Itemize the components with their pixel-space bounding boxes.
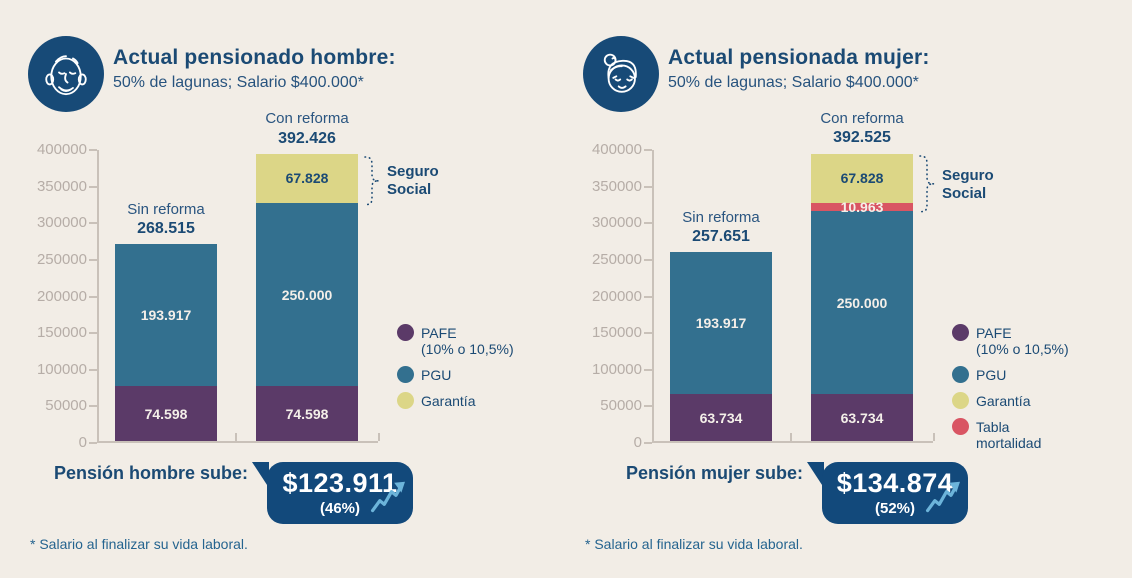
bar-segment-pafe-10-o-10-5 xyxy=(670,394,772,441)
legend-label: Garantía xyxy=(976,393,1031,410)
seguro-social-label: Seguro Social xyxy=(387,163,439,198)
legend-swatch xyxy=(952,366,969,383)
y-axis-tick-label: 150000 xyxy=(36,324,87,342)
legend-swatch xyxy=(952,418,969,435)
bar-segment-value: 10.963 xyxy=(840,199,884,216)
y-axis-tick xyxy=(644,369,652,371)
y-axis-tick-label: 250000 xyxy=(591,250,642,268)
panel-mujer xyxy=(555,0,1121,578)
footnote: * Salario al finalizar su vida laboral. xyxy=(585,536,803,552)
bar-top-label xyxy=(781,110,943,149)
legend xyxy=(397,325,514,409)
bar-category-label: Sin reforma xyxy=(127,200,205,218)
y-axis-tick xyxy=(89,186,97,188)
bar-category-label: Con reforma xyxy=(820,109,904,127)
y-axis-tick-label: 200000 xyxy=(36,287,87,305)
bar-segment-value: 250.000 xyxy=(836,294,888,311)
elderly-woman-icon xyxy=(583,36,659,112)
footnote: * Salario al finalizar su vida laboral. xyxy=(30,536,248,552)
legend-label: PGU xyxy=(421,367,452,384)
y-axis-tick xyxy=(644,405,652,407)
bar-segment-value: 63.734 xyxy=(699,409,743,426)
y-axis-tick xyxy=(644,259,652,261)
elderly-man-icon xyxy=(28,36,104,112)
bar-top-label xyxy=(226,110,388,149)
increase-badge xyxy=(822,462,968,524)
y-axis-tick-label: 100000 xyxy=(591,360,642,378)
bar-segment-tabla-mortalidad xyxy=(811,199,913,216)
y-axis-tick-label: 0 xyxy=(633,434,642,451)
panel-title: Actual pensionada mujer: xyxy=(668,46,930,69)
y-axis-tick-label: 0 xyxy=(78,434,87,451)
bar-total-value: 268.515 xyxy=(137,220,195,238)
increase-badge xyxy=(267,462,413,524)
y-axis-tick xyxy=(644,296,652,298)
increase-percent: (46%) xyxy=(319,499,360,517)
legend-item-tabla xyxy=(952,419,1069,451)
bar-segment-value: 193.917 xyxy=(140,307,192,324)
legend-item-pafe xyxy=(952,325,1069,357)
bar-category-label: Sin reforma xyxy=(682,208,760,226)
legend-label: PGU xyxy=(976,367,1007,384)
y-axis-tick xyxy=(89,149,97,151)
x-axis-tick xyxy=(378,433,380,441)
legend-item-pgu xyxy=(397,367,514,383)
y-axis-tick xyxy=(89,369,97,371)
y-axis-tick xyxy=(89,442,97,444)
bar-total-value: 392.426 xyxy=(278,129,336,147)
bar-segment-value: 67.828 xyxy=(840,170,884,187)
y-axis-tick-label: 200000 xyxy=(591,287,642,305)
increase-amount: $134.874 xyxy=(836,467,954,498)
bar-segment-pgu xyxy=(115,244,217,386)
legend-item-garant-a xyxy=(397,393,514,409)
y-axis-tick-label: 100000 xyxy=(36,360,87,378)
bar-segment-pgu xyxy=(670,252,772,394)
bar-segment-value: 193.917 xyxy=(695,315,747,332)
bar-top-label xyxy=(85,201,247,240)
y-axis-tick-label: 250000 xyxy=(36,250,87,268)
y-axis-tick-label: 300000 xyxy=(591,214,642,232)
bar-segment-pafe-10-o-10-5 xyxy=(256,386,358,441)
y-axis-tick xyxy=(89,259,97,261)
bar-segment-garant-a xyxy=(256,154,358,204)
seguro-social-brace xyxy=(918,155,936,215)
legend-swatch xyxy=(397,392,414,409)
y-axis-tick-label: 400000 xyxy=(591,141,642,158)
legend-label: PAFE (10% o 10,5%) xyxy=(421,325,514,358)
legend-item-pgu xyxy=(952,367,1069,383)
legend-swatch xyxy=(397,366,414,383)
panel-subtitle: 50% de lagunas; Salario $400.000* xyxy=(113,74,364,91)
bar-top-label xyxy=(640,209,802,248)
bar-segment-pgu xyxy=(256,203,358,386)
legend-item-pafe xyxy=(397,325,514,357)
y-axis-tick xyxy=(89,405,97,407)
panel-title: Actual pensionado hombre: xyxy=(113,46,396,69)
increase-percent: (52%) xyxy=(874,499,915,517)
legend xyxy=(952,325,1069,452)
y-axis-tick-label: 300000 xyxy=(36,214,87,232)
bar-segment-value: 250.000 xyxy=(281,286,333,303)
x-axis-tick xyxy=(933,433,935,441)
bar-total-value: 257.651 xyxy=(692,228,750,246)
increase-label: Pensión hombre sube: xyxy=(53,463,248,483)
increase-amount: $123.911 xyxy=(282,467,398,498)
y-axis-tick-label: 150000 xyxy=(591,324,642,342)
y-axis-tick xyxy=(89,296,97,298)
bar-segment-value: 74.598 xyxy=(144,405,188,422)
bar-segment-value: 63.734 xyxy=(840,409,884,426)
bar-category-label: Con reforma xyxy=(265,109,349,127)
y-axis-tick xyxy=(644,186,652,188)
y-axis-tick-label: 50000 xyxy=(600,397,642,415)
legend-swatch xyxy=(952,324,969,341)
bar-segment-garant-a xyxy=(811,154,913,204)
legend-label: PAFE (10% o 10,5%) xyxy=(976,325,1069,358)
legend-swatch xyxy=(397,324,414,341)
bar-segment-pafe-10-o-10-5 xyxy=(115,386,217,441)
y-axis-tick xyxy=(644,442,652,444)
y-axis-tick xyxy=(89,332,97,334)
bar-total-value: 392.525 xyxy=(833,129,891,147)
trend-up-icon xyxy=(369,480,405,516)
y-axis-tick xyxy=(644,149,652,151)
x-axis-tick xyxy=(790,433,792,441)
legend-label: Tabla mortalidad xyxy=(976,419,1042,452)
y-axis-tick-label: 350000 xyxy=(36,177,87,195)
legend-item-garant-a xyxy=(952,393,1069,409)
seguro-social-brace xyxy=(363,156,381,208)
bar-segment-value: 74.598 xyxy=(285,405,329,422)
bar-segment-pgu xyxy=(811,211,913,394)
y-axis-tick-label: 400000 xyxy=(36,141,87,158)
increase-label: Pensión mujer sube: xyxy=(625,463,803,483)
y-axis-tick xyxy=(644,332,652,334)
panel-subtitle: 50% de lagunas; Salario $400.000* xyxy=(668,74,919,91)
trend-up-icon xyxy=(924,480,960,516)
seguro-social-label: Seguro Social xyxy=(942,167,994,202)
bar-segment-value: 67.828 xyxy=(285,170,329,187)
x-axis-tick xyxy=(235,433,237,441)
bar-segment-pafe-10-o-10-5 xyxy=(811,394,913,441)
legend-swatch xyxy=(952,392,969,409)
y-axis-tick-label: 350000 xyxy=(591,177,642,195)
legend-label: Garantía xyxy=(421,393,476,410)
y-axis-tick-label: 50000 xyxy=(45,397,87,415)
